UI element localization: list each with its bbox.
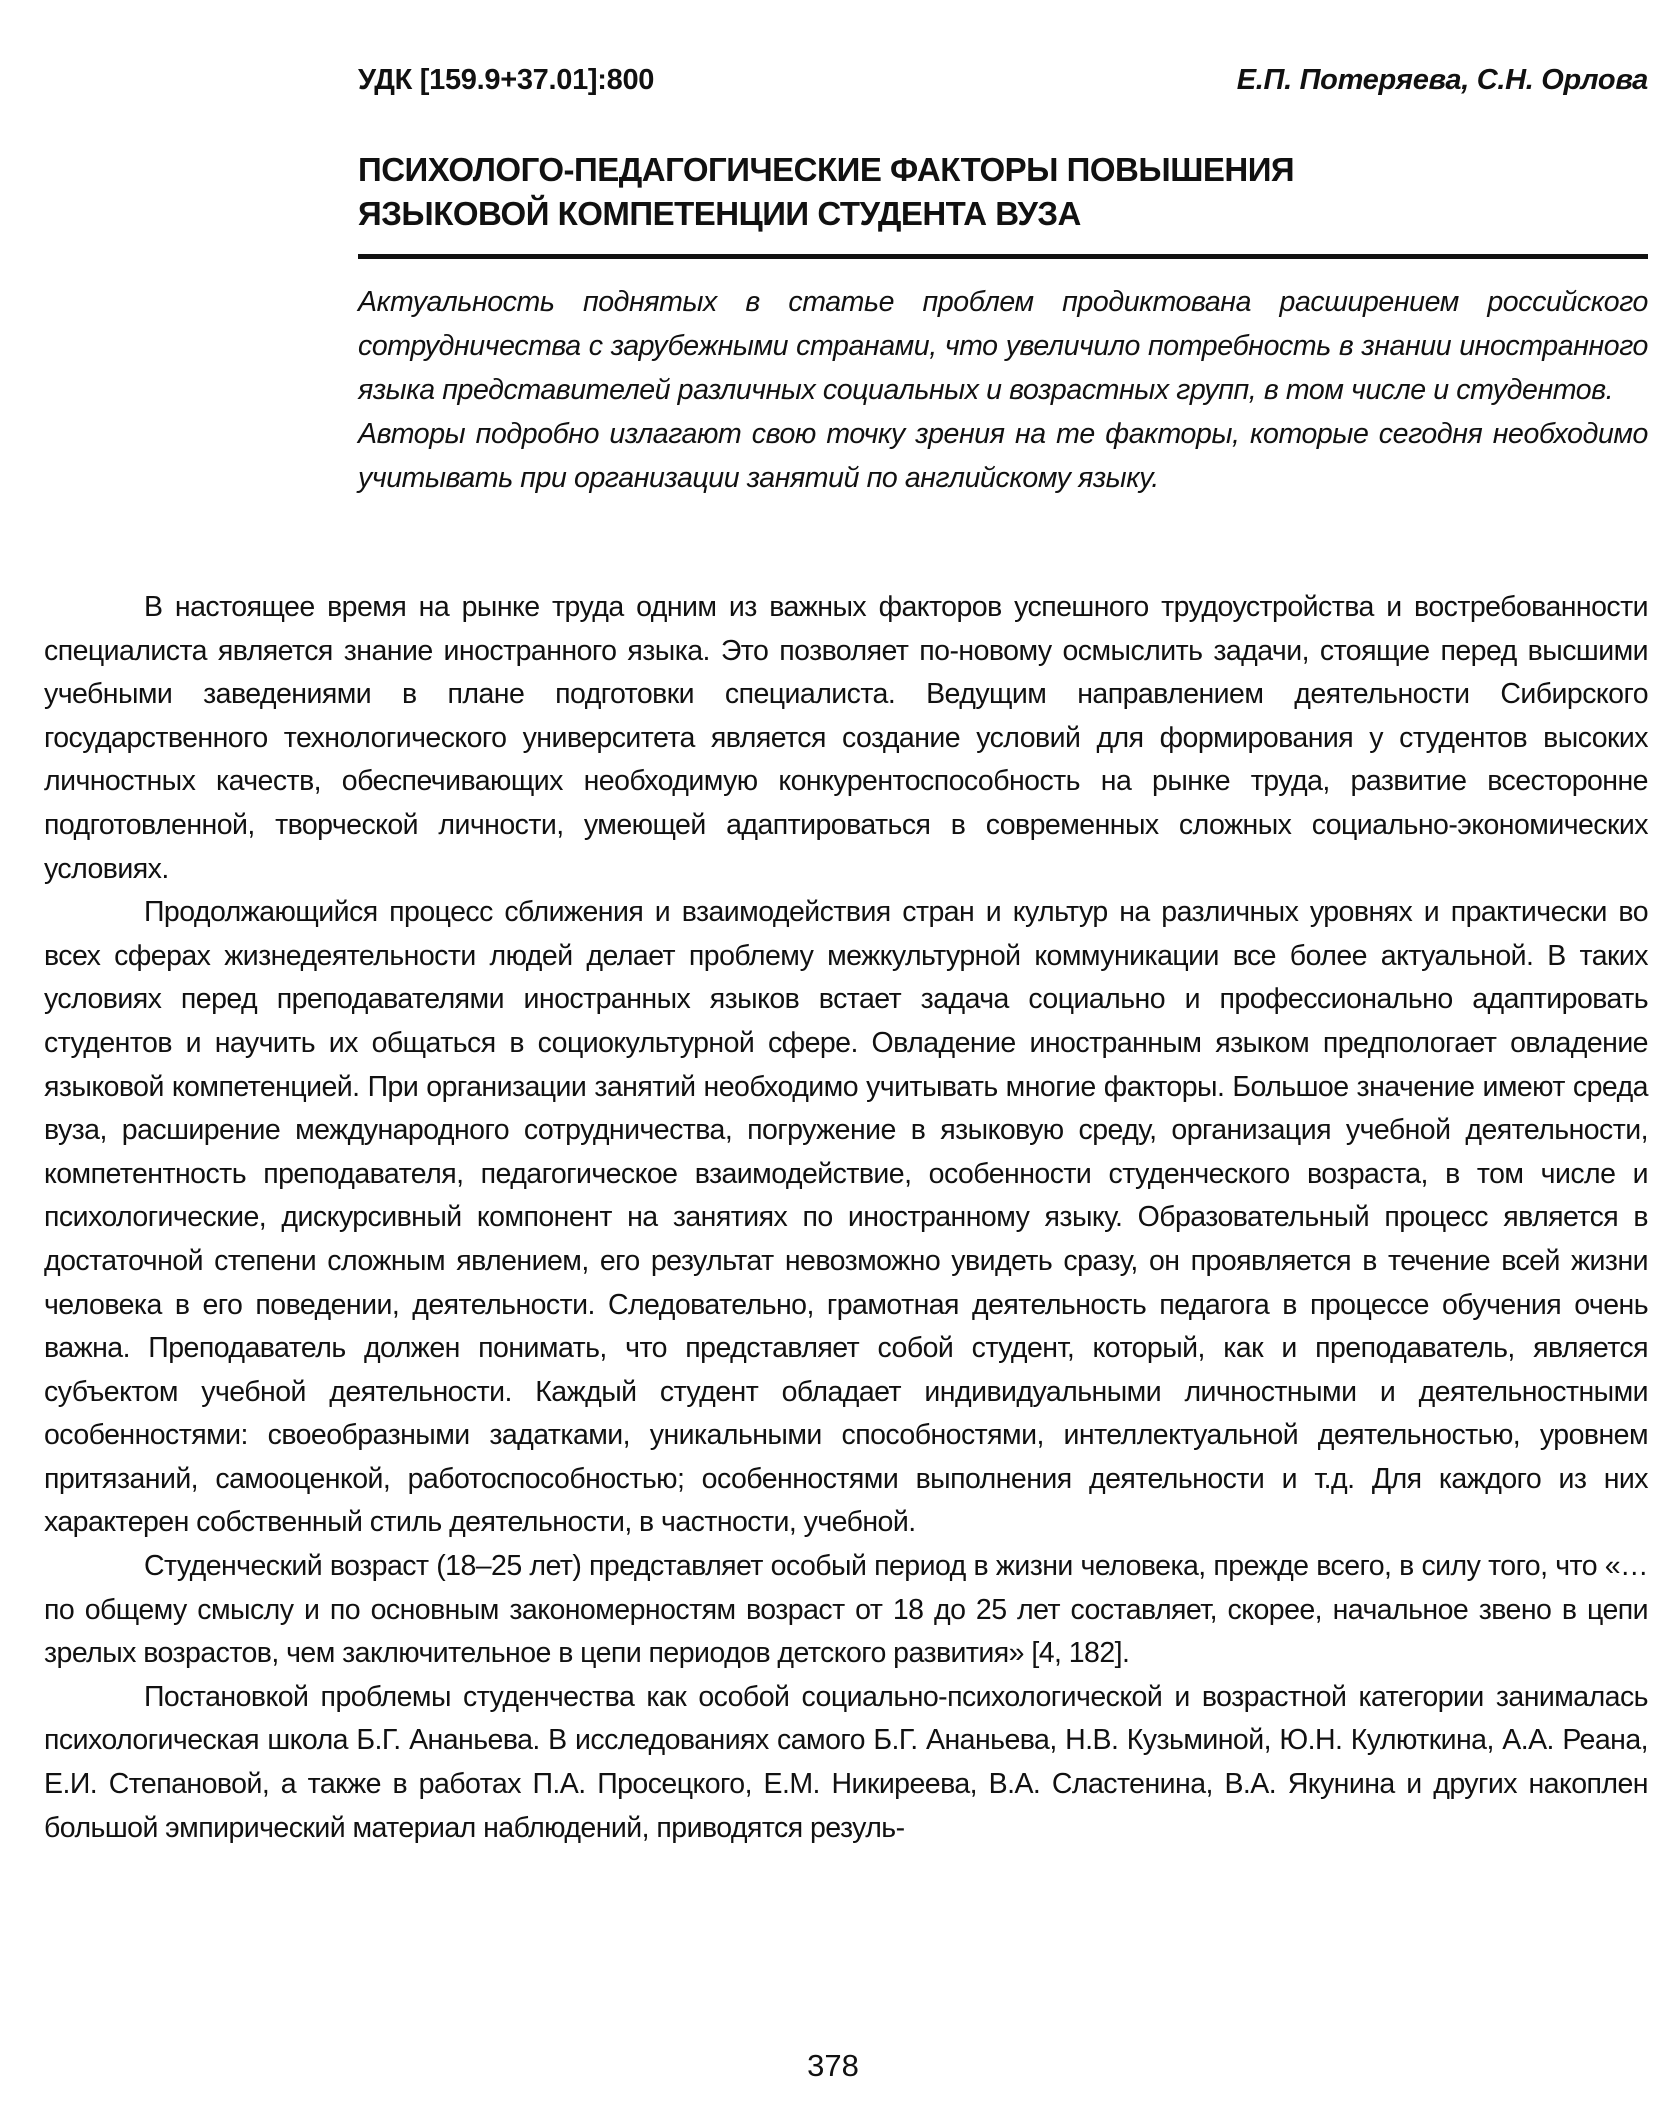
body-paragraph-1: В настоящее время на рынке труда одним из важных факторов успешного трудоустройства и востребованности специалиста является знание иностранного языка. Это позволяет по-новому осмыслить задачи, стоящие перед высшими учебными заведениями в плане подготовки специалиста. Ведущим направлением деятельности Сибирского государственного технологического университета является создание условий для формирования у студентов высоких личностных качеств, обеспечивающих необходимую конкурентоспособность на рынке труда, развитие всесторонне подготовленной, творческой личности, умеющей адаптироваться в современных сложных социально-экономических условиях.: [44, 591, 1648, 885]
article-title: [358, 148, 1648, 236]
abstract-paragraph-2: Авторы подробно излагают свою точку зрения на те факторы, которые сегодня необходимо учитывать при организации занятий по английскому языку.: [358, 418, 1648, 494]
body-paragraph-2: Продолжающийся процесс сближения и взаимодействия стран и культур на различных уровнях и практически во всех сферах жизнедеятельности людей делает проблему межкультурной коммуникации все более актуальной. В таких условиях перед преподавателями иностранных языков встает задача социально и профессионально адаптировать студентов и научить их общаться в социокультурной сфере. Овладение иностранным языком предпологает овладение языковой компетенцией. При организации занятий необходимо учитывать многие факторы. Большое значение имеют среда вуза, расширение международного сотрудничества, погружение в языковую среду, организация учебной деятельности, компетентность преподавателя, педагогическое взаимодействие, особенности студенческого возраста, в том числе и психологические, дискурсивный компонент на занятиях по иностранному языку. Образовательный процесс является в достаточной степени сложным явлением, его результат невозможно увидеть сразу, он проявляется в течение всей жизни человека в его поведении, деятельности. Следовательно, грамотная деятельность педагога в процессе обучения очень важна. Преподаватель должен понимать, что представляет собой студент, который, как и преподаватель, является субъектом учебной деятельности. Каждый студент обладает индивидуальными личностными и деятельностными особенностями: своеобразными задатками, уникальными способностями, интеллектуальной деятельностью, уровнем притязаний, самооценкой, работоспособностью; особенностями выполнения деятельности и т.д. Для каждого из них характерен собственный стиль деятельности, в частности, учебной.: [44, 896, 1648, 1539]
article-abstract: [358, 280, 1648, 500]
body-paragraph-4: Постановкой проблемы студенчества как особой социально-психологической и возрастной категории занималась психологическая школа Б.Г. Ананьева. В исследованиях самого Б.Г. Ананьева, Н.В. Кузьминой, Ю.Н. Кулюткина, А.А. Реана, Е.И. Степановой, а также в работах П.А. Просецкого, Е.М. Никиреева, В.А. Сластенина, В.А. Якунина и других накоплен большой эмпирический материал наблюдений, приводятся резуль-: [44, 1680, 1648, 1844]
title-line-2: ЯЗЫКОВОЙ КОМПЕТЕНЦИИ СТУДЕНТА ВУЗА: [358, 195, 1081, 232]
article-body: [44, 586, 1648, 1850]
body-paragraph-3: Студенческий возраст (18–25 лет) представляет особый период в жизни человека, прежде всего, в силу того, что «…по общему смыслу и по основным закономерностям возраст от 18 до 25 лет составляет, скорее, начальное звено в цепи зрелых возрастов, чем заключительное в цепи периодов детского развития» [4, 182].: [44, 1550, 1648, 1670]
title-line-1: ПСИХОЛОГО-ПЕДАГОГИЧЕСКИЕ ФАКТОРЫ ПОВЫШЕНИЯ: [358, 151, 1295, 188]
article-authors: Е.П. Потеряева, С.Н. Орлова: [1236, 64, 1648, 96]
page-number: 378: [807, 2048, 859, 2083]
abstract-paragraph-1: Актуальность поднятых в статье проблем продиктована расширением российского сотрудничества с зарубежными странами, что увеличило потребность в знании иностранного языка представителей различных социальных и возрастных групп, в том числе и студентов.: [358, 286, 1648, 406]
running-header: [358, 64, 1648, 104]
udk-code: УДК [159.9+37.01]:800: [358, 64, 655, 96]
title-divider: [358, 254, 1648, 259]
